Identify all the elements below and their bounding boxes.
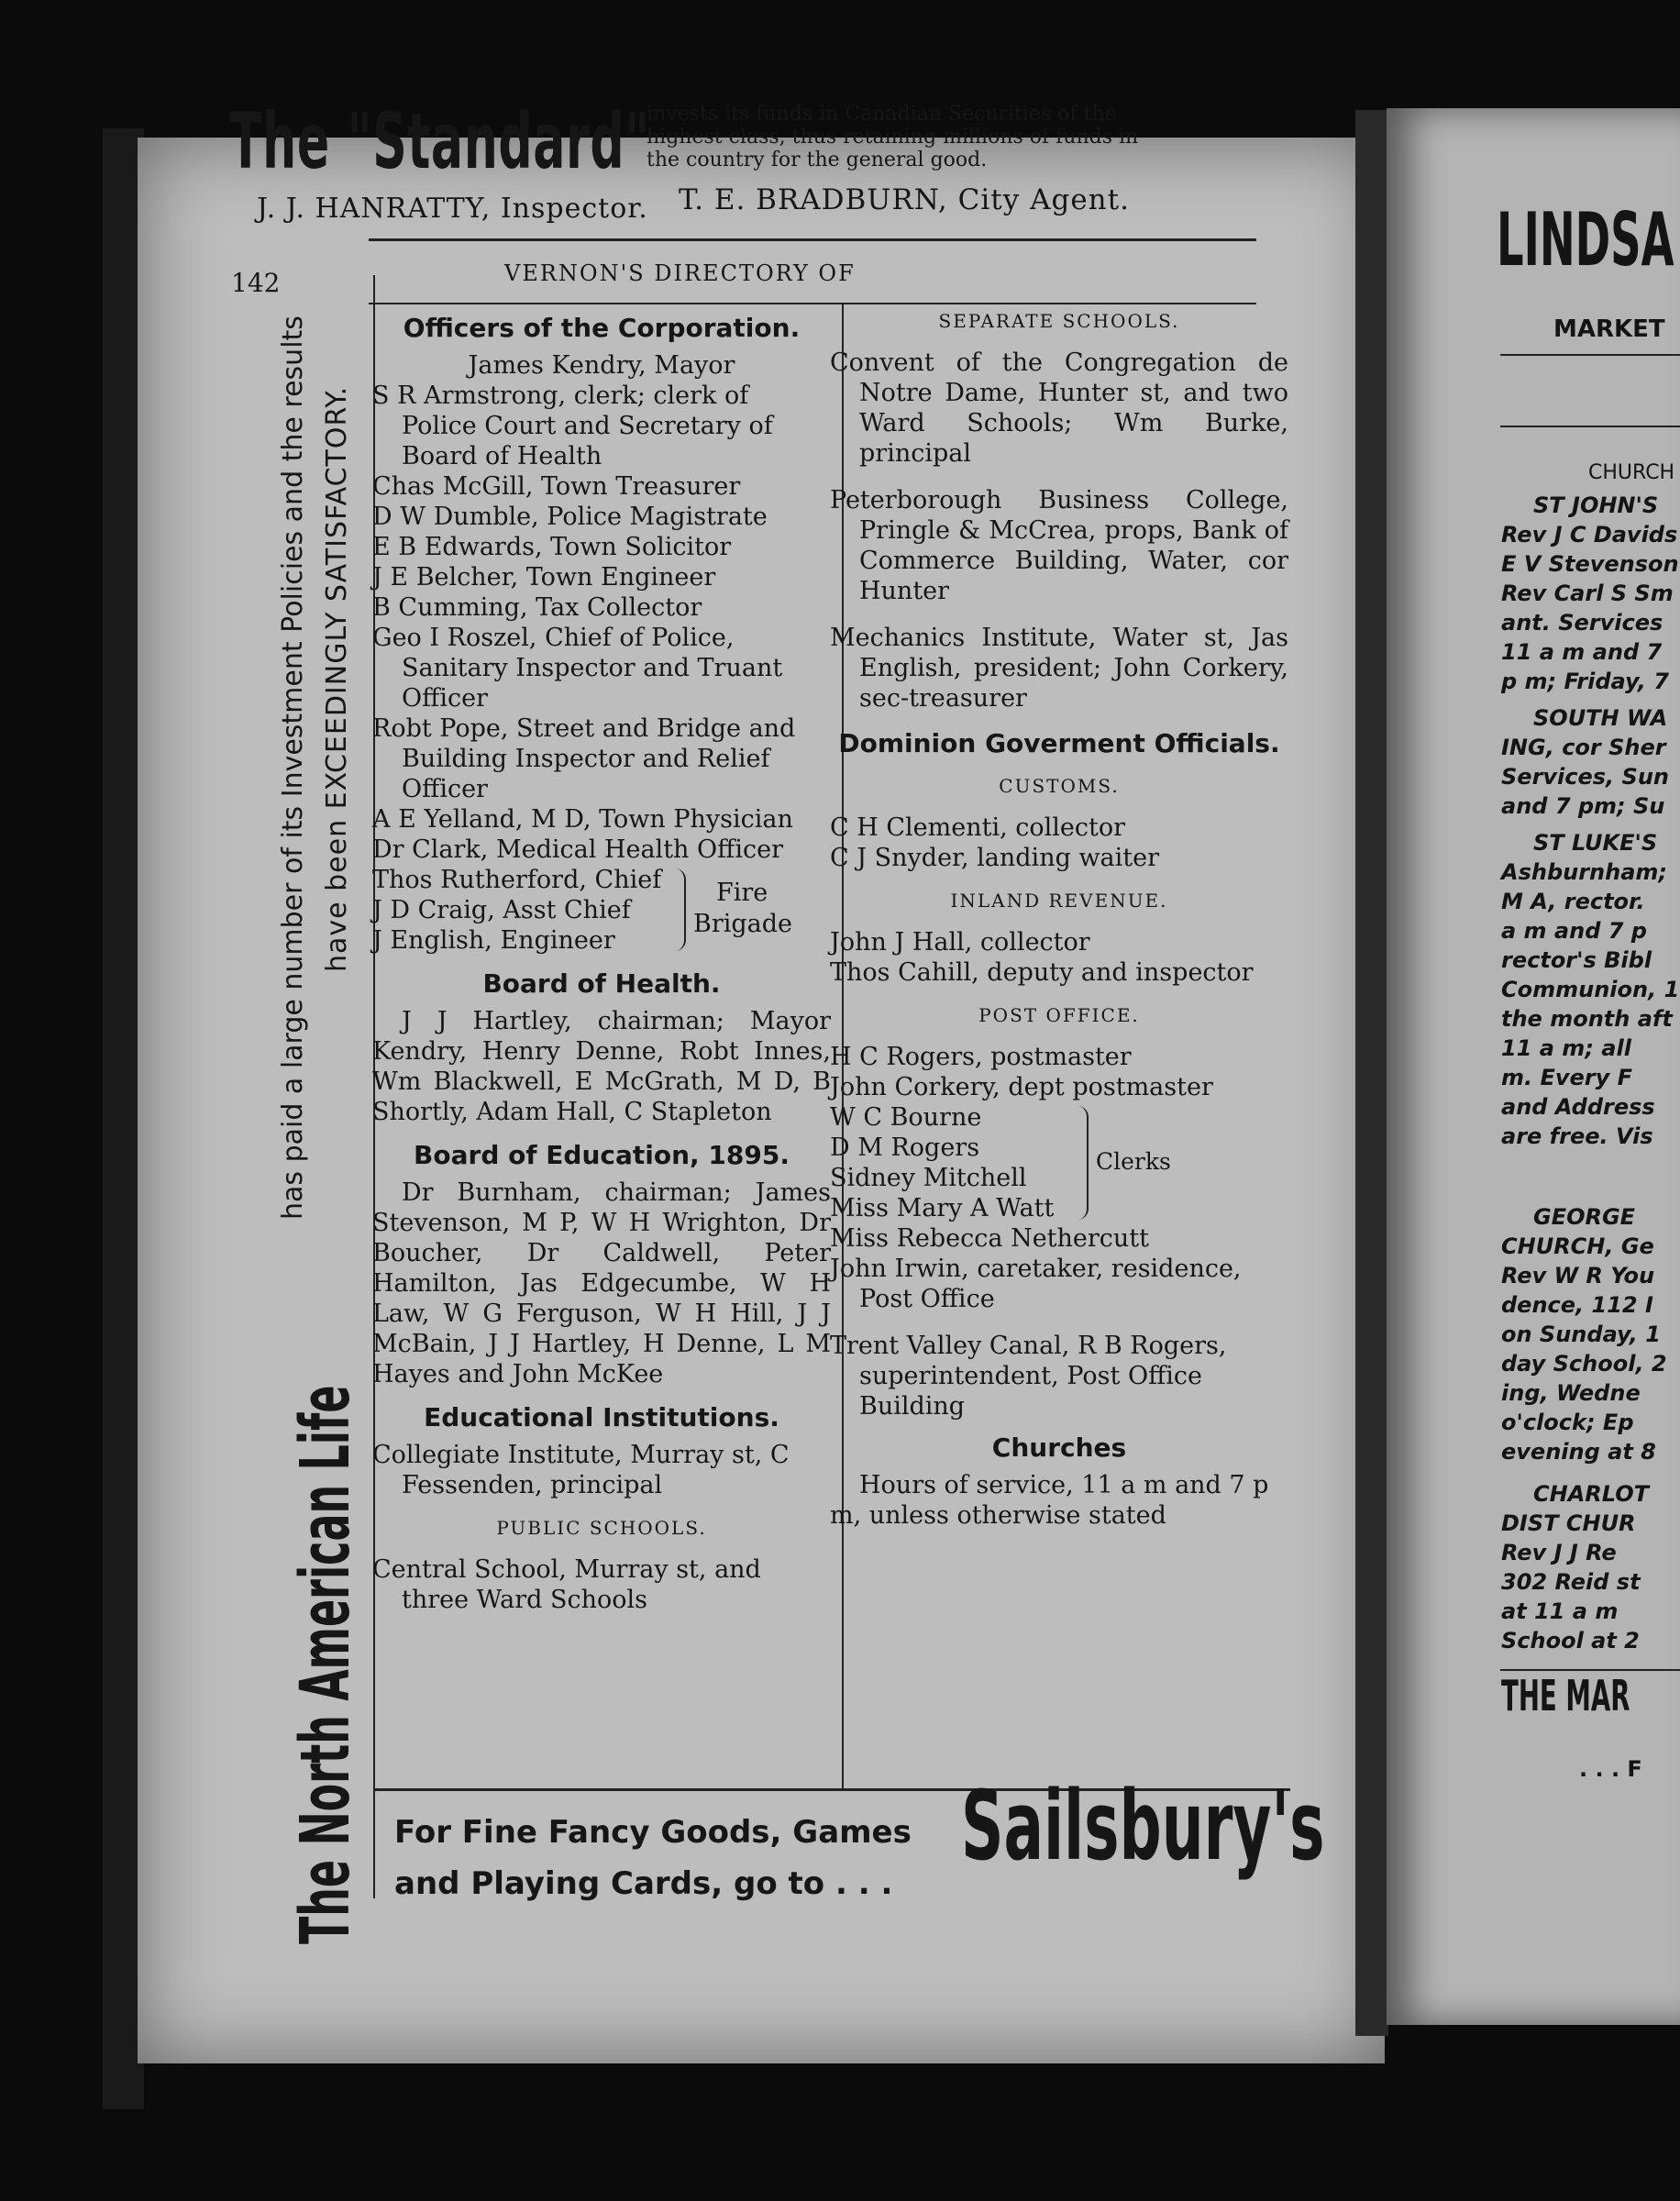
facing-line: SOUTH WA bbox=[1533, 705, 1668, 731]
facing-line: are free. Vis bbox=[1501, 1123, 1653, 1149]
facing-market: MARKET bbox=[1553, 315, 1665, 343]
side-ad-title: The North American Life bbox=[286, 1385, 365, 1944]
facing-page bbox=[1387, 108, 1680, 2025]
post-entry: H C Rogers, postmaster bbox=[830, 1043, 1132, 1071]
facing-line: ST JOHN'S bbox=[1533, 492, 1659, 518]
facing-line: 11 a m and 7 bbox=[1501, 639, 1663, 665]
corp-entry: D W Dumble, Police Magistrate bbox=[372, 503, 768, 531]
facing-line: p m; Friday, 7 bbox=[1501, 669, 1669, 694]
corp-entry: S R Armstrong, clerk; clerk of Police Court and Secretary of Board of Health bbox=[372, 382, 773, 470]
facing-header: LINDSA bbox=[1497, 197, 1674, 282]
running-head: VERNON'S DIRECTORY OF bbox=[504, 260, 856, 286]
facing-line: Communion, 1 bbox=[1501, 977, 1680, 1002]
book-spine bbox=[1355, 110, 1388, 2036]
standard-ad-body: invests its funds in Canadian Securities of the highest class, thus retaining millions of funds in the country for the general good. bbox=[647, 103, 1139, 171]
facing-line: GEORGE bbox=[1533, 1204, 1636, 1230]
standard-ad-inspector: J. J. HANRATTY, Inspector. bbox=[257, 193, 648, 225]
dominion-heading: Dominion Goverment Officials. bbox=[838, 728, 1280, 758]
facing-line: rector's Bibl bbox=[1501, 947, 1652, 973]
facing-line: and 7 pm; Su bbox=[1501, 793, 1665, 819]
facing-line: a m and 7 p bbox=[1501, 918, 1647, 944]
facing-line: Services, Sun bbox=[1501, 764, 1669, 790]
inland-entry: John J Hall, collector bbox=[830, 928, 1090, 957]
facing-line: ST LUKE'S bbox=[1533, 830, 1658, 856]
left-column bbox=[372, 307, 831, 1615]
convent-entry: Convent of the Congregation de Notre Dame, Hunter st, and two Ward Schools; Wm Burke, principal bbox=[830, 348, 1288, 468]
public-schools-heading: PUBLIC SCHOOLS. bbox=[496, 1517, 707, 1539]
facing-line: Rev J J Re bbox=[1501, 1540, 1617, 1565]
clerks-brace bbox=[1078, 1106, 1089, 1220]
corporation-heading: Officers of the Corporation. bbox=[403, 313, 801, 343]
customs-entry: C J Snyder, landing waiter bbox=[830, 844, 1160, 872]
fire-label: Fire bbox=[716, 879, 768, 907]
post-office-heading: POST OFFICE. bbox=[978, 1004, 1140, 1026]
facing-line: ant. Services bbox=[1501, 610, 1663, 636]
corp-entry: Chas McGill, Town Treasurer bbox=[372, 472, 741, 501]
page-number: 142 bbox=[231, 268, 281, 298]
post-entry: John Irwin, caretaker, residence, Post Office bbox=[830, 1255, 1242, 1313]
corp-entry: Dr Clark, Medical Health Officer bbox=[372, 835, 783, 864]
bottom-ad-line-2: and Playing Cards, go to . . . bbox=[394, 1865, 893, 1902]
brigade-label: Brigade bbox=[693, 910, 793, 938]
facing-line: E V Stevenson bbox=[1501, 551, 1679, 577]
mechanics-institute-entry: Mechanics Institute, Water st, Jas English, president; John Corkery, sec-treasurer bbox=[830, 624, 1288, 713]
facing-line: Rev W R You bbox=[1501, 1263, 1655, 1289]
corp-entry: B Cumming, Tax Collector bbox=[372, 593, 702, 622]
separate-schools-heading: SEPARATE SCHOOLS. bbox=[938, 310, 1180, 332]
facing-line: day School, 2 bbox=[1501, 1351, 1667, 1377]
clerks-group bbox=[830, 1102, 1288, 1223]
facing-line: m. Every F bbox=[1501, 1065, 1633, 1090]
corp-entry: A E Yelland, M D, Town Physician bbox=[372, 805, 793, 834]
side-ad-line-1: has paid a large number of its Investment Policies and the results bbox=[277, 315, 309, 1220]
facing-line: 11 a m; all bbox=[1501, 1035, 1631, 1061]
clerk-entry: D M Rogers bbox=[830, 1134, 980, 1162]
institutions-heading: Educational Institutions. bbox=[424, 1402, 779, 1432]
clerk-entry: Sidney Mitchell bbox=[830, 1164, 1027, 1192]
facing-line: ING, cor Sher bbox=[1501, 735, 1666, 760]
facing-line: DIST CHUR bbox=[1501, 1510, 1636, 1536]
health-heading: Board of Health. bbox=[482, 968, 721, 999]
churches-heading: Churches bbox=[991, 1432, 1127, 1463]
fire-brigade-group bbox=[372, 865, 831, 956]
facing-line: the month aft bbox=[1501, 1006, 1673, 1032]
standard-ad-agent: T. E. BRADBURN, City Agent. bbox=[679, 183, 1130, 216]
facing-line: and Address bbox=[1501, 1094, 1655, 1120]
churches-hours: Hours of service, 11 a m and 7 p m, unless otherwise stated bbox=[830, 1471, 1269, 1530]
fire-entry: Thos Rutherford, Chief bbox=[372, 866, 662, 894]
business-college-entry: Peterborough Business College, Pringle & McCrea, props, Bank of Commerce Building, Water, cor Hunter bbox=[830, 486, 1288, 605]
sailsbury-ad-name: Sailsbury's bbox=[961, 1770, 1325, 1882]
facing-line: Rev J C Davids bbox=[1501, 522, 1678, 547]
corp-entry: Geo I Roszel, Chief of Police, Sanitary Inspector and Truant Officer bbox=[372, 624, 783, 713]
corp-entry: Robt Pope, Street and Bridge and Building Inspector and Relief Officer bbox=[372, 714, 796, 803]
facing-rule-1 bbox=[1500, 354, 1680, 356]
facing-church: CHURCH bbox=[1588, 461, 1675, 484]
bottom-ad-text bbox=[394, 1807, 912, 1909]
standard-ad-title: The "Standard" bbox=[229, 96, 651, 186]
fire-entry: J D Craig, Asst Chief bbox=[372, 896, 631, 924]
facing-line: Ashburnham; bbox=[1501, 859, 1668, 885]
canal-entry: Trent Valley Canal, R B Rogers, superintendent, Post Office Building bbox=[830, 1332, 1227, 1421]
education-heading: Board of Education, 1895. bbox=[414, 1140, 790, 1170]
health-members: J J Hartley, chairman; Mayor Kendry, Henry Denne, Robt Innes, Wm Blackwell, E McGrath, M D, B Shortly, Adam Hall, C Stapleton bbox=[372, 1007, 831, 1126]
corp-entry: James Kendry, Mayor bbox=[468, 351, 735, 380]
facing-line: School at 2 bbox=[1501, 1628, 1640, 1654]
facing-line: evening at 8 bbox=[1501, 1439, 1656, 1465]
corp-entry: J E Belcher, Town Engineer bbox=[372, 563, 716, 592]
education-members: Dr Burnham, chairman; James Stevenson, M P, W H Wrighton, Dr Boucher, Dr Caldwell, Peter Hamilton, Jas Edgecumbe, W H Law, W G Ferguson, W H Hill, J J McBain, J J Hartley, H Denne, L M Hayes and John McKee bbox=[372, 1178, 831, 1388]
central-school-entry: Central School, Murray st, and three Ward Schools bbox=[372, 1555, 761, 1614]
fire-entry: J English, Engineer bbox=[372, 926, 615, 955]
customs-entry: C H Clementi, collector bbox=[830, 813, 1126, 842]
facing-line: CHARLOT bbox=[1533, 1481, 1649, 1507]
clerk-entry: W C Bourne bbox=[830, 1103, 982, 1132]
inland-entry: Thos Cahill, deputy and inspector bbox=[830, 958, 1254, 987]
clerks-label: Clerks bbox=[1096, 1148, 1171, 1175]
header-rule bbox=[369, 238, 1256, 241]
facing-line: Rev Carl S Sm bbox=[1501, 581, 1674, 606]
facing-line: M A, rector. bbox=[1501, 889, 1645, 914]
facing-line: 302 Reid st bbox=[1501, 1569, 1641, 1595]
facing-line: ing, Wedne bbox=[1501, 1380, 1641, 1406]
fire-brace bbox=[675, 868, 686, 951]
facing-line: at 11 a m bbox=[1501, 1598, 1619, 1624]
right-column bbox=[830, 303, 1288, 1531]
corp-entry: E B Edwards, Town Solicitor bbox=[372, 533, 732, 561]
bottom-ad-line-1: For Fine Fancy Goods, Games bbox=[394, 1814, 912, 1851]
facing-footer: THE MAR bbox=[1501, 1671, 1630, 1720]
facing-line: on Sunday, 1 bbox=[1501, 1322, 1661, 1347]
facing-footer-2: . . . F bbox=[1579, 1756, 1642, 1782]
facing-line: dence, 112 I bbox=[1501, 1292, 1653, 1318]
post-entry: Miss Rebecca Nethercutt bbox=[830, 1224, 1150, 1253]
side-ad-line-2: have been EXCEEDINGLY SATISFACTORY. bbox=[321, 385, 353, 972]
facing-line: CHURCH, Ge bbox=[1501, 1233, 1654, 1259]
collegiate-entry: Collegiate Institute, Murray st, C Fessenden, principal bbox=[372, 1441, 790, 1499]
facing-line: o'clock; Ep bbox=[1501, 1410, 1634, 1435]
inland-revenue-heading: INLAND REVENUE. bbox=[950, 890, 1168, 912]
facing-rule-2 bbox=[1500, 426, 1680, 427]
post-entry: John Corkery, dept postmaster bbox=[830, 1073, 1213, 1101]
customs-heading: CUSTOMS. bbox=[999, 775, 1120, 797]
clerk-entry: Miss Mary A Watt bbox=[830, 1194, 1055, 1222]
